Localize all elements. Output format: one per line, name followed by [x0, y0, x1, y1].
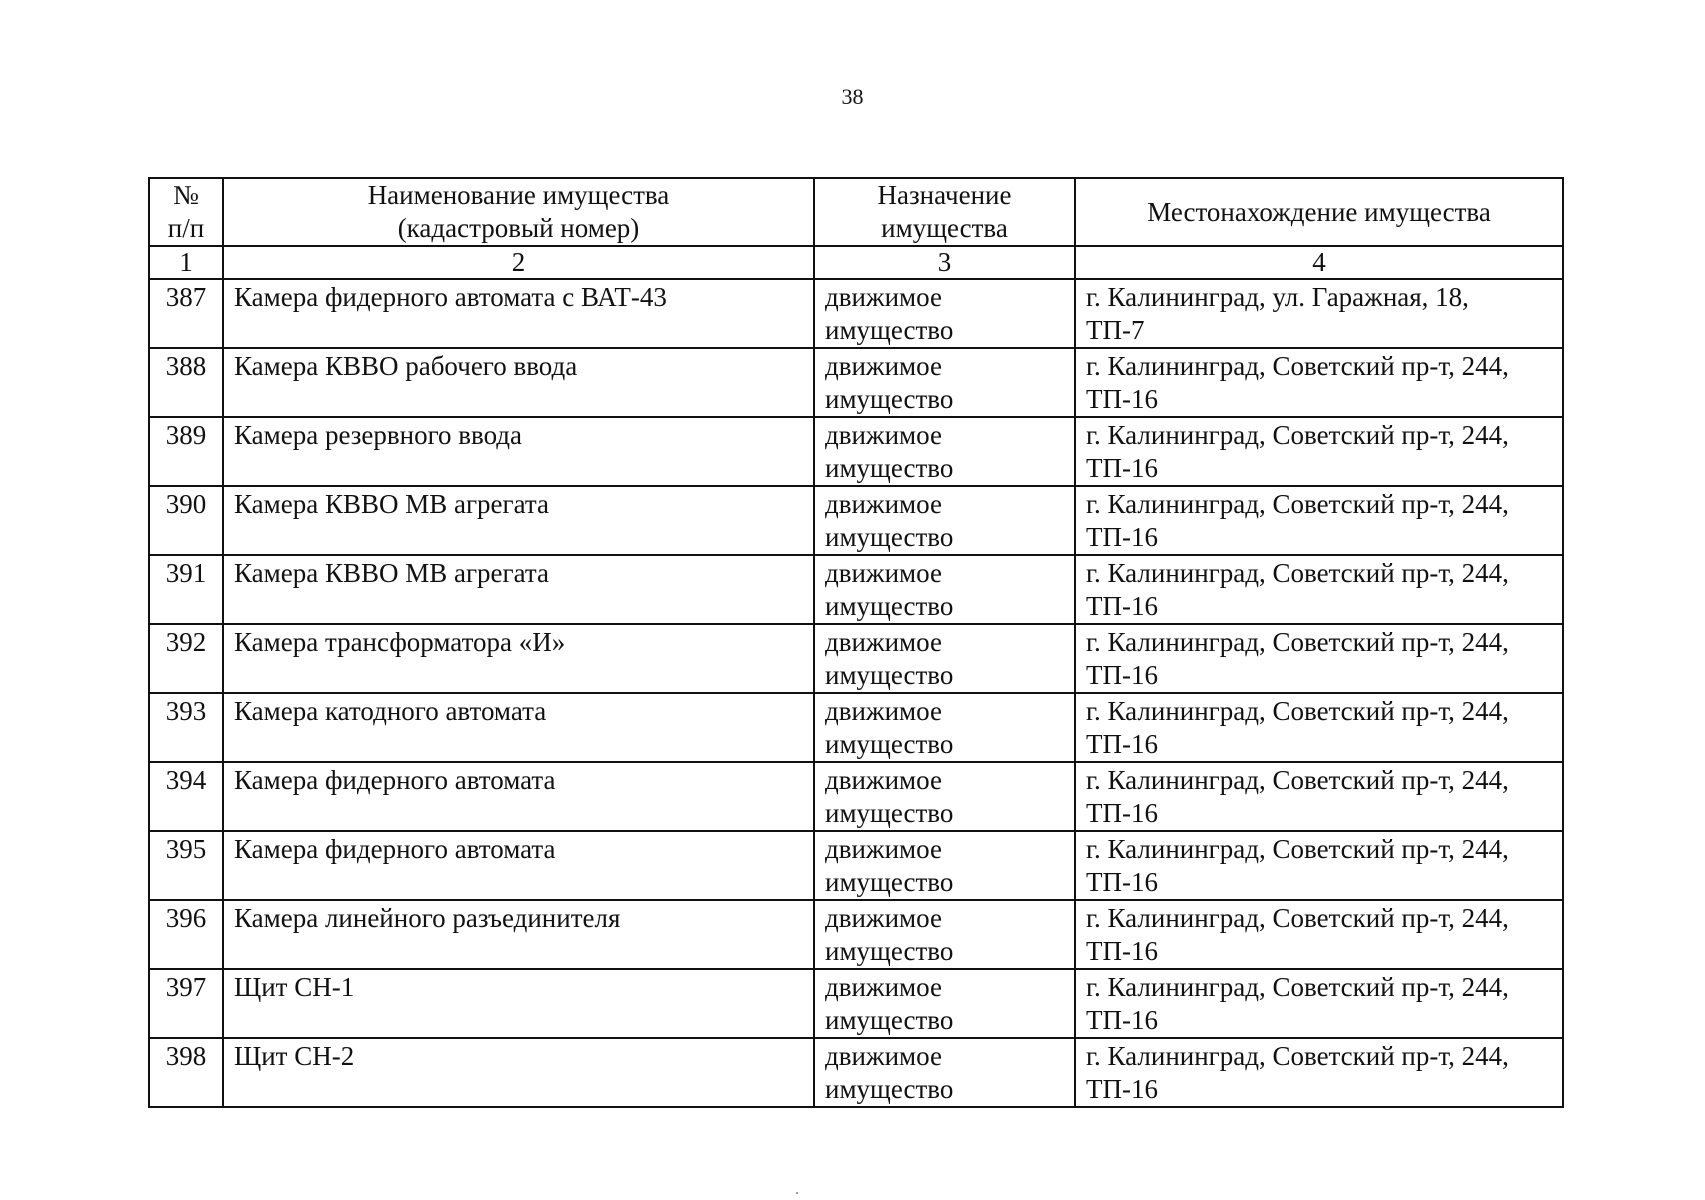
- property-location: [1075, 279, 1563, 348]
- row-number: 397: [149, 969, 223, 1038]
- table-row: [149, 486, 1563, 555]
- purpose-line-2: имущество: [825, 315, 954, 345]
- purpose-line-1: движимое: [825, 489, 942, 519]
- purpose-line-2: имущество: [825, 1005, 954, 1035]
- purpose-line-1: движимое: [825, 282, 942, 312]
- property-purpose: [814, 1038, 1075, 1107]
- table-row: [149, 831, 1563, 900]
- column-number: 1: [149, 246, 223, 279]
- property-location: [1075, 969, 1563, 1038]
- table-row: [149, 279, 1563, 348]
- purpose-line-1: движимое: [825, 420, 942, 450]
- page-number: 38: [841, 84, 864, 109]
- property-purpose: [814, 624, 1075, 693]
- header-name: [223, 178, 814, 246]
- table-row: [149, 693, 1563, 762]
- location-line-2: ТП-16: [1086, 1005, 1158, 1035]
- property-location: [1075, 1038, 1563, 1107]
- property-name: Камера резервного ввода: [223, 417, 814, 486]
- purpose-line-2: имущество: [825, 660, 954, 690]
- header-name-line-2: (кадастровый номер): [397, 213, 640, 243]
- table-row: [149, 555, 1563, 624]
- row-number: 387: [149, 279, 223, 348]
- row-number: 393: [149, 693, 223, 762]
- location-line-1: г. Калининград, Советский пр-т, 244,: [1086, 1041, 1509, 1071]
- location-line-1: г. Калининград, Советский пр-т, 244,: [1086, 351, 1509, 381]
- location-line-1: г. Калининград, Советский пр-т, 244,: [1086, 972, 1509, 1002]
- property-name: Камера фидерного автомата: [223, 762, 814, 831]
- property-location: [1075, 555, 1563, 624]
- location-line-2: ТП-16: [1086, 798, 1158, 828]
- property-location: [1075, 348, 1563, 417]
- property-name: Камера линейного разъединителя: [223, 900, 814, 969]
- row-number: 392: [149, 624, 223, 693]
- purpose-line-1: движимое: [825, 351, 942, 381]
- purpose-line-2: имущество: [825, 384, 954, 414]
- property-purpose: [814, 969, 1075, 1038]
- location-line-1: г. Калининград, Советский пр-т, 244,: [1086, 834, 1509, 864]
- row-number: 398: [149, 1038, 223, 1107]
- purpose-line-2: имущество: [825, 867, 954, 897]
- purpose-line-1: движимое: [825, 696, 942, 726]
- location-line-1: г. Калининград, Советский пр-т, 244,: [1086, 558, 1509, 588]
- property-purpose: [814, 900, 1075, 969]
- column-number: 2: [223, 246, 814, 279]
- location-line-1: г. Калининград, Советский пр-т, 244,: [1086, 765, 1509, 795]
- property-location: [1075, 900, 1563, 969]
- property-purpose: [814, 555, 1075, 624]
- purpose-line-1: движимое: [825, 903, 942, 933]
- location-line-1: г. Калининград, Советский пр-т, 244,: [1086, 489, 1509, 519]
- property-table: [148, 177, 1564, 1108]
- header-num-line-1: №: [173, 180, 199, 210]
- property-location: [1075, 693, 1563, 762]
- purpose-line-2: имущество: [825, 729, 954, 759]
- location-line-2: ТП-16: [1086, 867, 1158, 897]
- location-line-2: ТП-7: [1086, 315, 1145, 345]
- row-number: 388: [149, 348, 223, 417]
- property-name: Камера фидерного автомата с ВАТ-43: [223, 279, 814, 348]
- location-line-1: г. Калининград, Советский пр-т, 244,: [1086, 627, 1509, 657]
- table-row: [149, 348, 1563, 417]
- purpose-line-2: имущество: [825, 798, 954, 828]
- purpose-line-1: движимое: [825, 558, 942, 588]
- table-row: [149, 624, 1563, 693]
- property-purpose: [814, 831, 1075, 900]
- row-number: 389: [149, 417, 223, 486]
- table-row: [149, 1038, 1563, 1107]
- row-number: 394: [149, 762, 223, 831]
- table-row: [149, 762, 1563, 831]
- property-name: Камера КВВО МВ агрегата: [223, 555, 814, 624]
- row-number: 390: [149, 486, 223, 555]
- header-num: [149, 178, 223, 246]
- location-line-1: г. Калининград, Советский пр-т, 244,: [1086, 903, 1509, 933]
- purpose-line-1: движимое: [825, 627, 942, 657]
- column-numbers-row: [149, 246, 1563, 279]
- property-purpose: [814, 486, 1075, 555]
- property-location: [1075, 624, 1563, 693]
- location-line-1: г. Калининград, Советский пр-т, 244,: [1086, 420, 1509, 450]
- property-name: Камера фидерного автомата: [223, 831, 814, 900]
- property-purpose: [814, 693, 1075, 762]
- property-name: Камера КВВО МВ агрегата: [223, 486, 814, 555]
- location-line-1: г. Калининград, ул. Гаражная, 18,: [1086, 282, 1469, 312]
- row-number: 391: [149, 555, 223, 624]
- purpose-line-2: имущество: [825, 1074, 954, 1104]
- purpose-line-1: движимое: [825, 834, 942, 864]
- property-location: [1075, 831, 1563, 900]
- row-number: 396: [149, 900, 223, 969]
- location-line-1: г. Калининград, Советский пр-т, 244,: [1086, 696, 1509, 726]
- property-purpose: [814, 279, 1075, 348]
- property-name: Камера КВВО рабочего ввода: [223, 348, 814, 417]
- location-line-2: ТП-16: [1086, 1074, 1158, 1104]
- header-num-line-2: п/п: [167, 213, 205, 243]
- table-body: [149, 279, 1563, 1107]
- purpose-line-2: имущество: [825, 522, 954, 552]
- purpose-line-1: движимое: [825, 972, 942, 1002]
- header-purpose-line-2: имущества: [881, 213, 1008, 243]
- header-name-line-1: Наименование имущества: [367, 180, 670, 210]
- table-row: [149, 969, 1563, 1038]
- header-location: Местонахождение имущества: [1075, 178, 1563, 246]
- property-name: Камера катодного автомата: [223, 693, 814, 762]
- property-location: [1075, 762, 1563, 831]
- purpose-line-2: имущество: [825, 936, 954, 966]
- property-purpose: [814, 762, 1075, 831]
- property-purpose: [814, 348, 1075, 417]
- purpose-line-2: имущество: [825, 453, 954, 483]
- table-row: [149, 417, 1563, 486]
- table-row: [149, 900, 1563, 969]
- purpose-line-1: движимое: [825, 765, 942, 795]
- property-name: Щит СН-1: [223, 969, 814, 1038]
- property-location: [1075, 417, 1563, 486]
- location-line-2: ТП-16: [1086, 729, 1158, 759]
- property-name: Щит СН-2: [223, 1038, 814, 1107]
- property-purpose: [814, 417, 1075, 486]
- scan-speck: [796, 1192, 798, 1194]
- location-line-2: ТП-16: [1086, 660, 1158, 690]
- property-name: Камера трансформатора «И»: [223, 624, 814, 693]
- purpose-line-1: движимое: [825, 1041, 942, 1071]
- property-location: [1075, 486, 1563, 555]
- location-line-2: ТП-16: [1086, 453, 1158, 483]
- header-purpose-line-1: Назначение: [877, 180, 1012, 210]
- row-number: 395: [149, 831, 223, 900]
- column-number: 4: [1075, 246, 1563, 279]
- column-number: 3: [814, 246, 1075, 279]
- location-line-2: ТП-16: [1086, 522, 1158, 552]
- header-purpose: [814, 178, 1075, 246]
- location-line-2: ТП-16: [1086, 936, 1158, 966]
- purpose-line-2: имущество: [825, 591, 954, 621]
- header-row: [149, 178, 1563, 246]
- location-line-2: ТП-16: [1086, 591, 1158, 621]
- location-line-2: ТП-16: [1086, 384, 1158, 414]
